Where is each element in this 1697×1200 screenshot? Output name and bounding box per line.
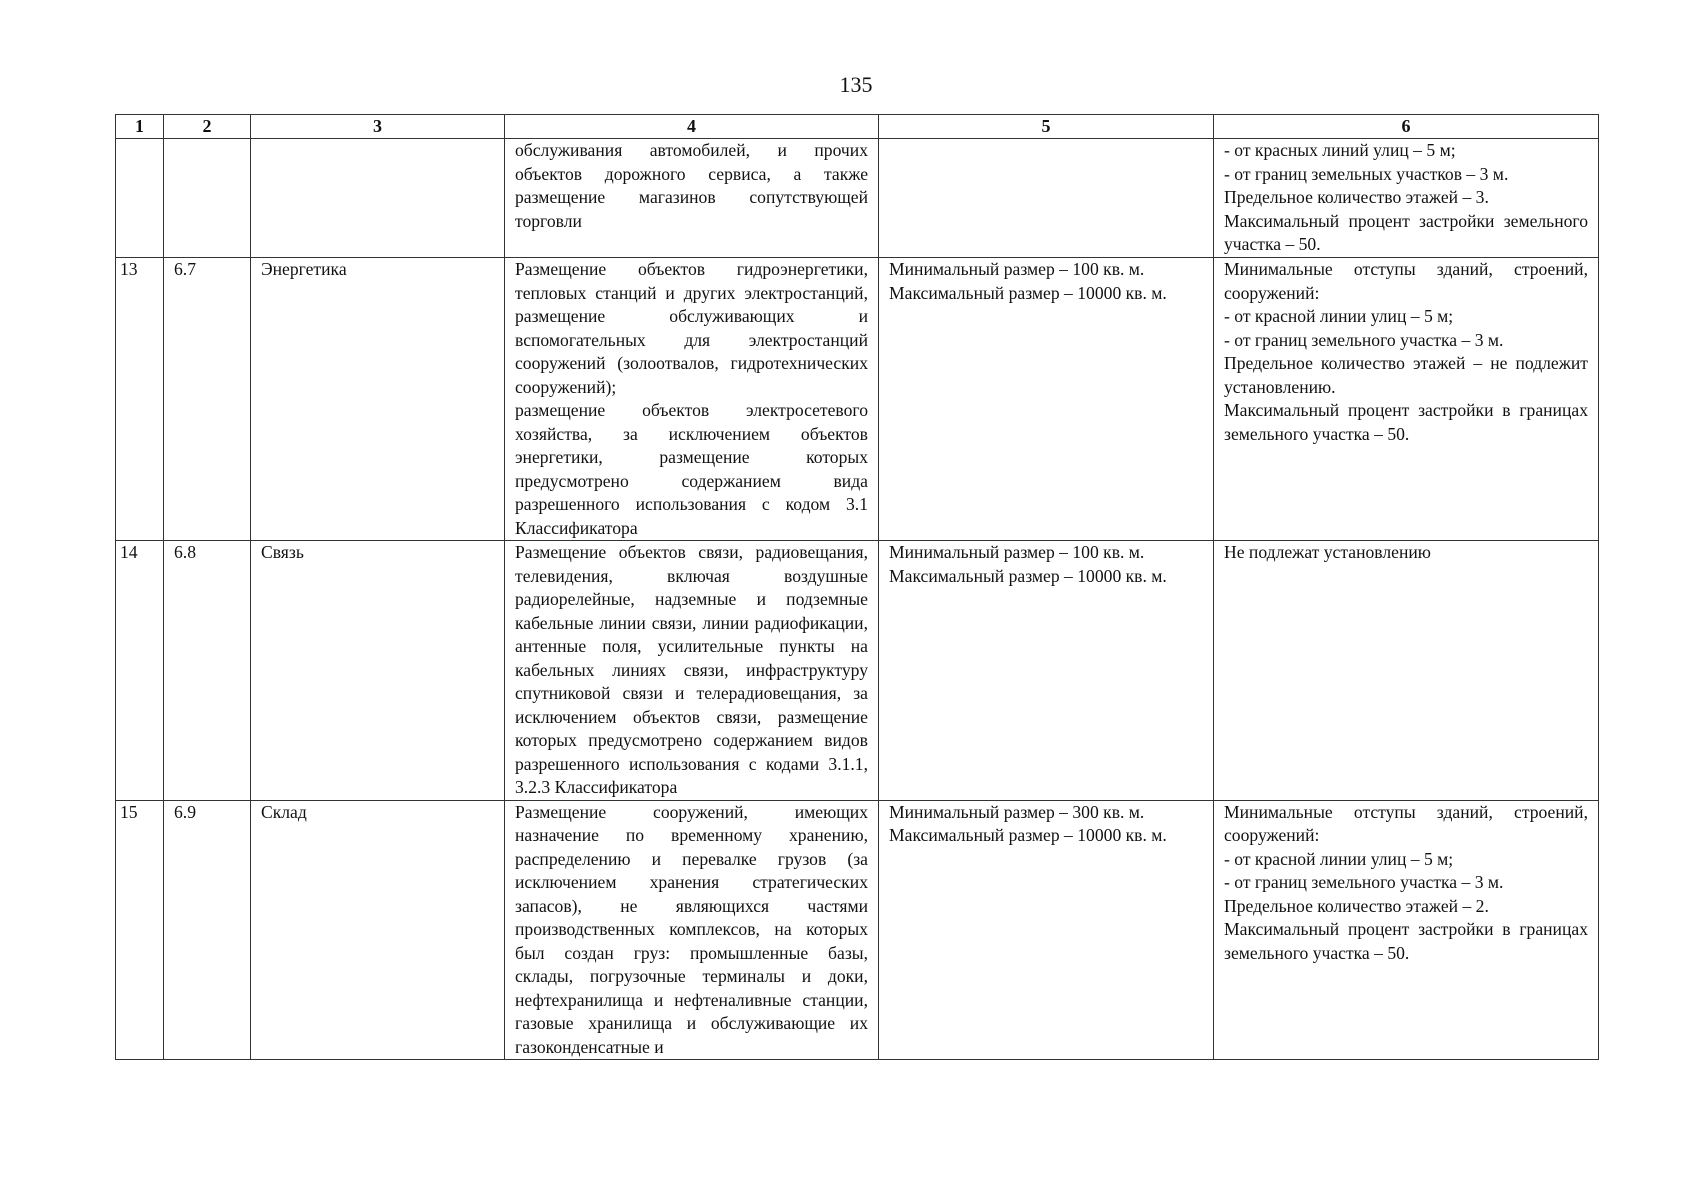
cell-text: - от границ земельного участка – 3 м. <box>1224 872 1504 892</box>
cell-text: Предельное количество этажей – 2. <box>1224 895 1489 916</box>
row-number: 13 <box>116 258 164 541</box>
row-code: 6.8 <box>164 541 251 801</box>
table-row <box>116 541 1599 801</box>
page-number: 135 <box>839 72 873 97</box>
row-code: 6.7 <box>164 258 251 541</box>
description-cell <box>505 139 879 258</box>
cell-text: - от границ земельного участка – 3 м. <box>1224 329 1504 350</box>
cell-text: Минимальные отступы зданий, строений, сооружений: <box>1224 259 1588 303</box>
cell-text: Минимальный размер – 100 кв. м. <box>889 259 1145 279</box>
cell-text: Максимальный размер – 10000 кв. м. <box>889 282 1167 303</box>
params-cell <box>1214 800 1599 1060</box>
column-header: 5 <box>879 115 1214 139</box>
cell-text: Размещение объектов гидроэнергетики, тепловых станций и других электростанций, размещение обслуживающих и вспомогательных для электростанций сооружений (золоотвалов, гидротехнических сооружений); <box>515 259 868 397</box>
cell-text: Предельное количество этажей – 3. <box>1224 187 1489 207</box>
column-header: 6 <box>1214 115 1599 139</box>
cell-text: Не подлежат установлению <box>1224 542 1431 562</box>
table-cell <box>251 139 505 258</box>
description-cell <box>505 541 879 801</box>
column-header: 4 <box>505 115 879 139</box>
table-row <box>116 258 1599 541</box>
cell-text: Максимальный процент застройки земельного участка – 50. <box>1224 210 1588 254</box>
cell-text: Максимальный размер – 10000 кв. м. <box>889 825 1167 845</box>
cell-text: Максимальный процент застройки в границах земельного участка – 50. <box>1224 919 1588 963</box>
params-cell <box>1214 139 1599 258</box>
cell-text: Минимальные отступы зданий, строений, сооружений: <box>1224 801 1588 845</box>
cell-text: - от красной линии улиц – 5 м; <box>1224 306 1454 326</box>
size-cell <box>879 541 1214 801</box>
cell-text: Минимальный размер – 100 кв. м. <box>889 542 1145 562</box>
description-cell <box>505 800 879 1060</box>
table-cell <box>116 139 164 258</box>
params-cell <box>1214 258 1599 541</box>
table-row <box>116 800 1599 1060</box>
size-cell <box>879 800 1214 1060</box>
description-cell <box>505 258 879 541</box>
cell-text: Размещение объектов связи, радиовещания, телевидения, включая воздушные радиорелейные, надземные и подземные кабельные линии связи, линии радиофикации, антенные поля, усилительные пункты на кабельных линиях связи, инфраструктуру спутниковой связи и телерадиовещания, за исключением объектов связи, размещение которых предусмотрено содержанием видов разрешенного использования с кодами 3.1.1, 3.2.3 Классификатора <box>515 542 868 797</box>
row-number: 14 <box>116 541 164 801</box>
column-header: 1 <box>116 115 164 139</box>
size-cell <box>879 258 1214 541</box>
table-header-row <box>116 115 1599 139</box>
params-cell <box>1214 541 1599 801</box>
cell-text: Предельное количество этажей – не подлежит установлению. <box>1224 353 1588 397</box>
row-name: Связь <box>251 541 505 801</box>
cell-text: размещение объектов электросетевого хозяйства, за исключением объектов энергетики, размещение которых предусмотрено содержанием вида разрешенного использования с кодом 3.1 Классификатора <box>515 400 868 538</box>
row-code: 6.9 <box>164 800 251 1060</box>
cell-text: Максимальный процент застройки в границах земельного участка – 50. <box>1224 400 1588 444</box>
table-cell <box>164 139 251 258</box>
row-name: Склад <box>251 800 505 1060</box>
cell-text: - от красной линии улиц – 5 м; <box>1224 848 1454 869</box>
land-use-table <box>115 114 1599 1060</box>
cell-text: - от границ земельных участков – 3 м. <box>1224 163 1509 184</box>
table-cell <box>879 139 1214 258</box>
cell-text: обслуживания автомобилей, и прочих объектов дорожного сервиса, а также размещение магазинов сопутствующей торговли <box>515 140 868 231</box>
cell-text: - от красных линий улиц – 5 м; <box>1224 140 1456 160</box>
table-row-continuation <box>116 139 1599 258</box>
column-header: 2 <box>164 115 251 139</box>
row-name: Энергетика <box>251 258 505 541</box>
cell-text: Размещение сооружений, имеющих назначение по временному хранению, распределению и перевалке грузов (за исключением хранения стратегических запасов), не являющихся частями производственных комплексов, на которых был создан груз: промышленные базы, склады, погрузочные терминалы и доки, нефтехранилища и нефтеналивные станции, газовые хранилища и обслуживающие их газоконденсатные и <box>515 801 868 1057</box>
cell-text: Максимальный размер – 10000 кв. м. <box>889 565 1167 586</box>
cell-text: Минимальный размер – 300 кв. м. <box>889 801 1145 822</box>
row-number: 15 <box>116 800 164 1060</box>
column-header: 3 <box>251 115 505 139</box>
